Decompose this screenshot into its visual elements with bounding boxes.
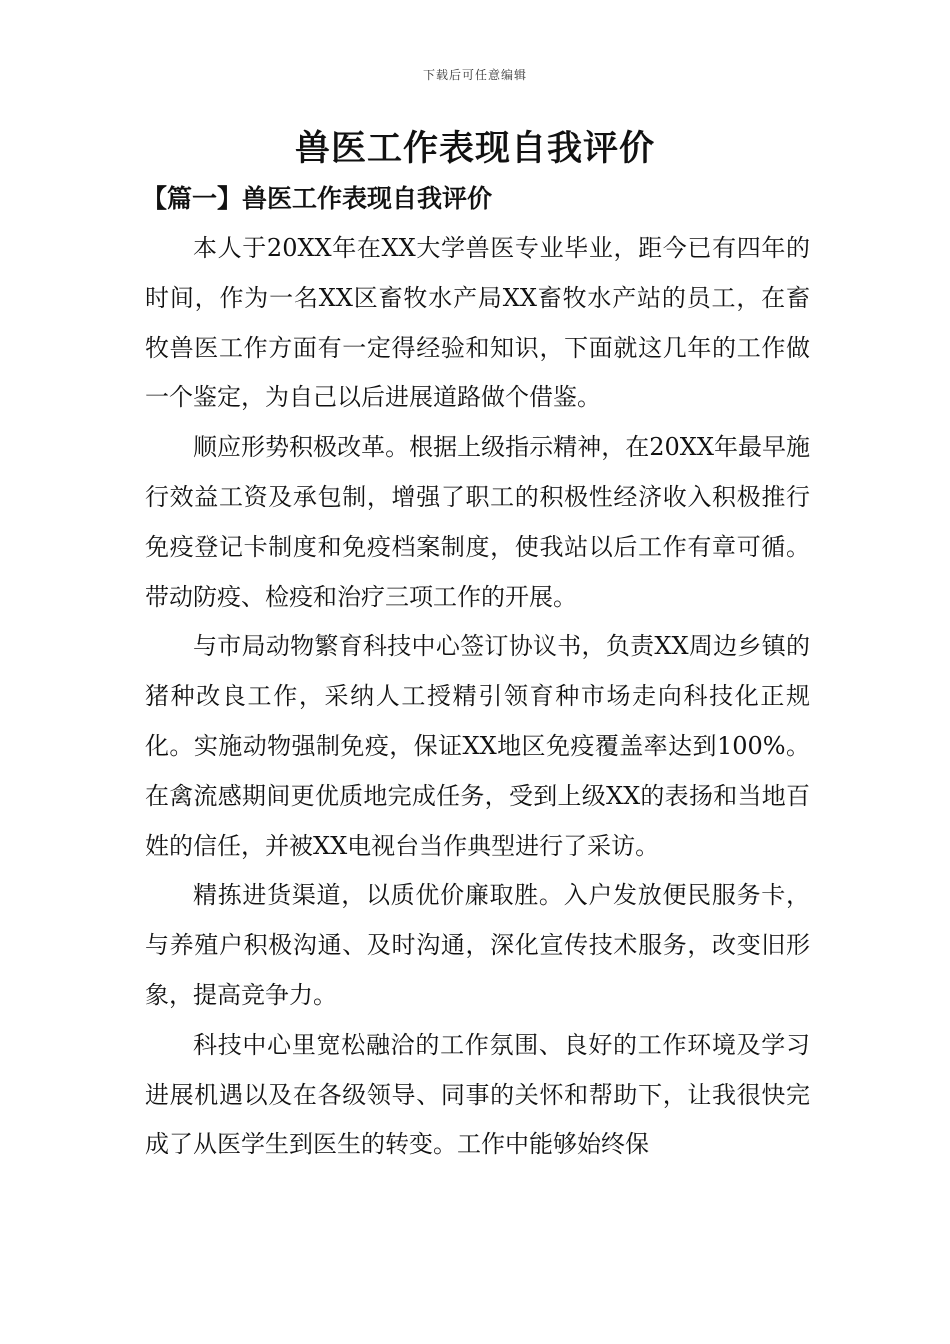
body-text bbox=[145, 224, 810, 1170]
section-heading: 【篇一】兽医工作表现自我评价 bbox=[142, 184, 493, 213]
document-title: 兽医工作表现自我评价 bbox=[294, 129, 655, 169]
header-note: 下载后可任意编辑 bbox=[422, 68, 527, 82]
paragraph-5: 科技中心里宽松融洽的工作氛围、良好的工作环境及学习进展机遇以及在各级领导、同事的关怀和帮助下，让我很快完成了从医学生到医生的转变。工作中能够始终保 bbox=[145, 1030, 810, 1159]
paragraph-3: 与市局动物繁育科技中心签订协议书，负责XX周边乡镇的猪种改良工作，采纳人工授精引领育种市场走向科技化正规化。实施动物强制免疫，保证XX地区免疫覆盖率达到100%。在禽流感期间更优质地完成任务，受到上级XX的表扬和当地百姓的信任，并被XX电视台当作典型进行了采访。 bbox=[145, 632, 810, 860]
paragraph-4: 精拣进货渠道，以质优价廉取胜。入户发放便民服务卡，与养殖户积极沟通、及时沟通，深化宣传技术服务，改变旧形象，提高竞争力。 bbox=[145, 881, 810, 1009]
paragraph-2: 顺应形势积极改革。根据上级指示精神，在20XX年最早施行效益工资及承包制，增强了职工的积极性经济收入积极推行免疫登记卡制度和免疫档案制度，使我站以后工作有章可循。带动防疫、检疫和治疗三项工作的开展。 bbox=[145, 433, 810, 611]
paragraph-1: 本人于20XX年在XX大学兽医专业毕业，距今已有四年的时间，作为一名XX区畜牧水产局XX畜牧水产站的员工，在畜牧兽医工作方面有一定得经验和知识，下面就这几年的工作做一个鉴定，为自己以后进展道路做个借鉴。 bbox=[145, 234, 810, 412]
